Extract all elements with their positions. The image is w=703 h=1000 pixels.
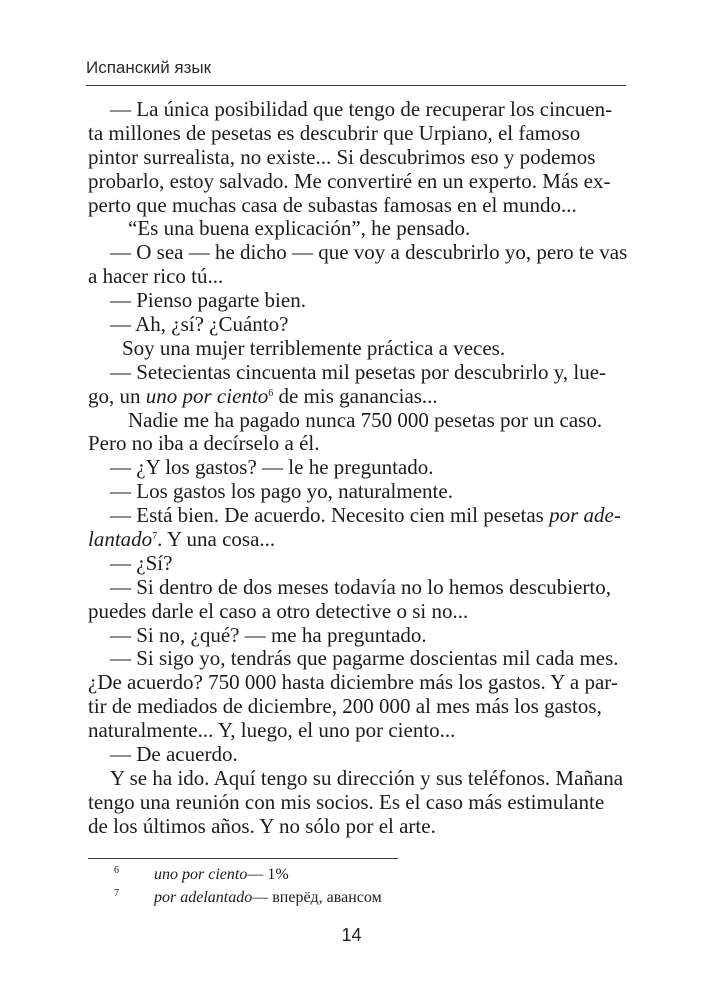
text-segment: go, un	[88, 383, 146, 408]
footnotes	[114, 864, 382, 910]
header-divider	[86, 85, 626, 86]
text-line: — Si dentro de dos meses todavía no lo hemos descubierto,	[110, 574, 611, 599]
footnote-number: 6	[114, 865, 119, 876]
text-line	[88, 504, 626, 528]
text-line: pintor surrealista, no existe... Si descubrimos eso y podemos	[88, 144, 596, 169]
footnote-marker: 7	[152, 531, 158, 543]
text-line: probarlo, estoy salvado. Me convertiré en un experto. Más ex-	[88, 168, 611, 193]
text-line: — O sea — he dicho — que voy a descubrirlo yo, pero te vas	[110, 240, 628, 265]
text-line: ta millones de pesetas es descubrir que Urpiano, el famoso	[88, 120, 581, 145]
text-segment: . Y una cosa...	[157, 527, 276, 552]
text-segment: de mis ganancias...	[273, 383, 438, 408]
text-line: “Es una buena explicación”, he pensado.	[128, 216, 471, 241]
footnote-term: por adelantado	[154, 889, 253, 906]
text-line: naturalmente... Y, luego, el uno por ciento...	[88, 718, 456, 743]
text-line: perto que muchas casa de subastas famosas en el mundo...	[88, 192, 577, 217]
text-line: — Pienso pagarte bien.	[110, 288, 306, 313]
running-header: Испанский язык	[86, 58, 212, 77]
text-line: — Si no, ¿qué? — me ha preguntado.	[110, 622, 427, 647]
text-line: Pero no iba a decírselo a él.	[88, 431, 320, 456]
footnote-divider	[88, 858, 398, 859]
text-line: — La única posibilidad que tengo de recuperar los cincuen-	[110, 97, 613, 121]
text-line: puedes darle el caso a otro detective o si no...	[88, 598, 469, 623]
text-line: — De acuerdo.	[110, 742, 238, 767]
page-number: 14	[341, 925, 362, 945]
footnote-term: uno por ciento	[154, 866, 248, 883]
text-line: tengo una reunión con mis socios. Es el caso más estimulante	[88, 789, 605, 814]
italic-term: uno por ciento	[145, 383, 269, 408]
text-line: tir de mediados de diciembre, 200 000 al mes más los gastos,	[88, 694, 602, 719]
main-text	[88, 98, 626, 839]
italic-term: lantado	[88, 527, 153, 552]
text-line: Soy una mujer terriblemente práctica a veces.	[122, 335, 506, 360]
text-line: — Los gastos los pago yo, naturalmente.	[110, 479, 453, 504]
text-line: — ¿Sí?	[110, 550, 173, 575]
footnote-marker: 6	[268, 387, 274, 399]
text-line: Y se ha ido. Aquí tengo su dirección y sus teléfonos. Mañana	[110, 765, 624, 790]
footnote-translation: — вперёд, авансом	[252, 889, 382, 906]
footnote-translation: — 1%	[247, 866, 289, 883]
text-line: a hacer rico tú...	[88, 264, 224, 289]
footnote-item	[114, 864, 382, 887]
text-line	[88, 385, 626, 409]
text-line: Nadie me ha pagado nunca 750 000 pesetas por un caso.	[128, 407, 603, 432]
text-line: de los últimos años. Y no sólo por el arte.	[88, 813, 436, 838]
text-line: — Setecientas cincuenta mil pesetas por descubrirlo y, lue-	[110, 359, 607, 384]
text-line: — ¿Y los gastos? — le he preguntado.	[110, 455, 434, 480]
text-segment: — Está bien. De acuerdo. Necesito cien mil pesetas	[110, 503, 550, 528]
text-line: ¿De acuerdo? 750 000 hasta diciembre más los gastos. Y a par-	[88, 670, 618, 695]
text-line: — Si sigo yo, tendrás que pagarme doscientas mil cada mes.	[110, 646, 619, 671]
text-line	[88, 528, 626, 552]
text-line: — Ah, ¿sí? ¿Cuánto?	[110, 312, 289, 337]
footnote-number: 7	[114, 888, 119, 899]
footnote-item	[114, 887, 382, 910]
italic-term: por ade-	[549, 503, 621, 528]
